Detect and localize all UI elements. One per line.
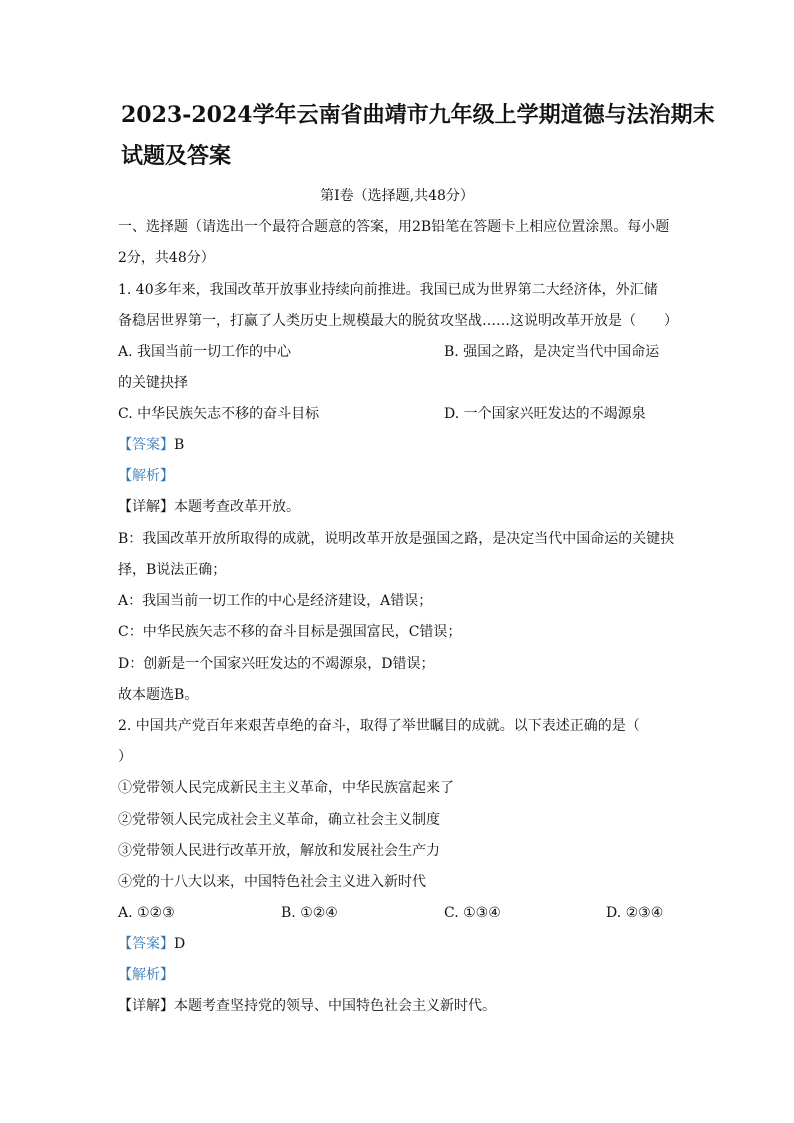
answer-tag: 【答案】	[118, 936, 174, 952]
q1-explain-a: A：我国当前一切工作的中心是经济建设，A错误；	[118, 593, 433, 609]
q1-option-c: C. 中华民族矢志不移的奋斗目标	[118, 406, 320, 422]
q2-option-d: D. ②③④	[606, 905, 664, 921]
section-header: 第Ⅰ卷（选择题,共48分）	[320, 188, 474, 204]
q2-option-c: C. ①③④	[444, 905, 501, 921]
q1-conclusion: 故本题选B。	[118, 687, 199, 703]
q2-analysis-tag: 【解析】	[118, 967, 174, 983]
instructions-line1: 一、选择题（请选出一个最符合题意的答案，用2B铅笔在答题卡上相应位置涂黑。每小题	[118, 219, 670, 235]
q1-option-d: D. 一个国家兴旺发达的不竭源泉	[444, 406, 646, 422]
detail-text: 本题考查坚持党的领导、中国特色社会主义新时代。	[174, 998, 496, 1014]
q2-stem-line1: 2. 中国共产党百年来艰苦卓绝的奋斗，取得了举世瞩目的成就。以下表述正确的是（	[118, 718, 640, 734]
detail-text: 本题考查改革开放。	[174, 499, 300, 515]
document-title-line1: 2023-2024学年云南省曲靖市九年级上学期道德与法治期末	[121, 102, 715, 128]
detail-tag: 【详解】	[118, 998, 174, 1014]
q1-analysis-tag: 【解析】	[118, 468, 174, 484]
q1-stem-line2: 备稳居世界第一，打赢了人类历史上规模最大的脱贫攻坚战……这说明改革开放是（ ）	[118, 313, 678, 329]
q2-answer	[118, 934, 185, 954]
q1-explain-b-line2: 择，B说法正确；	[118, 562, 227, 578]
answer-tag: 【答案】	[118, 437, 174, 453]
q2-item-3: ③党带领人民进行改革开放，解放和发展社会生产力	[118, 843, 440, 859]
q1-answer	[118, 435, 184, 455]
q2-stem-line2: ）	[118, 749, 132, 765]
q2-option-b: B. ①②④	[281, 905, 338, 921]
q2-detail	[118, 996, 496, 1016]
q1-explain-c: C：中华民族矢志不移的奋斗目标是强国富民，C错误；	[118, 624, 462, 640]
q2-option-a: A. ①②③	[118, 905, 175, 921]
detail-tag: 【详解】	[118, 499, 174, 515]
q2-item-2: ②党带领人民完成社会主义革命，确立社会主义制度	[118, 812, 440, 828]
q1-explain-b-line1: B：我国改革开放所取得的成就，说明改革开放是强国之路，是决定当代中国命运的关键抉	[118, 531, 675, 547]
answer-value: D	[174, 936, 186, 952]
q1-explain-d: D：创新是一个国家兴旺发达的不竭源泉，D错误；	[118, 656, 435, 672]
q1-option-b-line1: B. 强国之路，是决定当代中国命运	[444, 344, 660, 360]
q2-item-4: ④党的十八大以来，中国特色社会主义进入新时代	[118, 874, 426, 890]
q1-detail	[118, 497, 300, 517]
q2-item-1: ①党带领人民完成新民主主义革命，中华民族富起来了	[118, 780, 454, 796]
q1-option-b-line2: 的关键抉择	[118, 375, 188, 391]
instructions-line2: 2分，共48分）	[118, 250, 215, 266]
document-title-line2: 试题及答案	[121, 143, 232, 169]
answer-value: B	[174, 437, 185, 453]
q1-stem-line1: 1. 40多年来，我国改革开放事业持续向前推进。我国已成为世界第二大经济体，外汇储	[118, 282, 658, 298]
q1-option-a: A. 我国当前一切工作的中心	[118, 344, 292, 360]
